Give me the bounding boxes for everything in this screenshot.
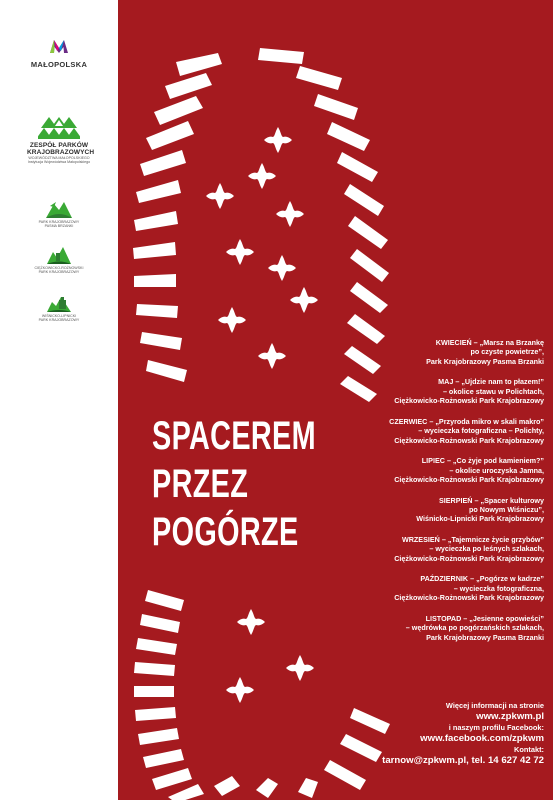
event-line: po czyste powietrze”, [470,347,544,357]
malopolska-label: MAŁOPOLSKA [30,60,88,69]
event-line: – okolice uroczyska Jamna, [449,465,544,475]
sidebar-logos [0,0,118,800]
park3-line1: WIŚNICKO-LIPNICKI [41,314,77,318]
zpk-title: ZESPÓŁ PARKÓW KRAJOBRAZOWYCH [27,142,95,156]
event-line: Wiśnicko-Lipnicki Park Krajobrazowy [416,514,544,524]
event-november [344,614,544,642]
event-line: Ciężkowicko-Rożnowski Park Krajobrazowy [394,475,544,485]
park1-line1: PARK KRAJOBRAZOWY [38,220,80,224]
park3-line2: PARK KRAJOBRAZOWY [38,318,80,323]
event-line: – wycieczka fotograficzna, [453,583,544,593]
more-info-label: Więcej informacji na stronie [445,701,544,710]
event-september [344,535,544,563]
event-line: Ciężkowicko-Rożnowski Park Krajobrazowy [394,435,544,445]
headline-line: SPACEREM [152,414,316,458]
event-line: Ciężkowicko-Rożnowski Park Krajobrazowy [394,553,544,563]
event-april [344,338,544,366]
headline-line: PRZEZ [152,462,249,506]
event-october [344,574,544,602]
event-line: Ciężkowicko-Rożnowski Park Krajobrazowy [394,593,544,603]
contact-info [324,701,544,767]
malopolska-logo-icon [49,38,69,54]
event-june [344,417,544,445]
event-july [344,456,544,484]
event-line: PAŹDZIERNIK – „Pogórze w kadrze” [420,574,544,584]
park2-line2: PARK KRAJOBRAZOWY [38,270,80,275]
event-may [344,377,544,405]
park-brzanka-icon [44,198,74,220]
event-line: LISTOPAD – „Jesienne opowieści” [425,613,544,623]
facebook-link[interactable]: www.facebook.com/zpkwm [420,732,544,744]
website-link[interactable]: www.zpkwm.pl [476,710,544,722]
zpk-sub-1: WOJEWÓDZTWA MAŁOPOLSKIEGO [28,156,90,160]
headline-line: POGÓRZE [152,510,299,554]
event-line: po Nowym Wiśniczu”, [468,505,544,515]
park-ciezkowice-logo [0,244,118,275]
event-line: MAJ – „Ujdzie nam to płazem!” [438,377,544,387]
park2-line1: CIĘŻKOWICKO-ROŻNOWSKI [34,266,84,270]
event-schedule [344,338,544,653]
facebook-label: i naszym profilu Facebook: [448,723,544,732]
event-august [344,496,544,524]
event-line: – wycieczka fotograficzna – Polichty, [418,426,544,436]
zpk-triangles-icon [38,116,80,140]
park-wisnicz-logo [0,292,118,323]
malopolska-logo [0,38,118,72]
park1-line2: PASMA BRZANKI [44,224,74,229]
zpk-logo [0,116,118,165]
event-line: LIPIEC – „Co żyje pod kamieniem?” [421,456,544,466]
park-wisnicz-icon [44,292,74,314]
event-line: Ciężkowicko-Rożnowski Park Krajobrazowy [394,396,544,406]
contact-details[interactable]: tarnow@zpkwm.pl, tel. 14 627 42 72 [382,754,544,766]
event-line: – okolice stawu w Polichtach, [442,386,544,396]
event-line: – wycieczka po leśnych szlakach, [429,544,544,554]
event-line: SIERPIEŃ – „Spacer kulturowy [438,495,544,505]
event-line: KWIECIEŃ – „Marsz na Brzankę [435,338,544,347]
event-line: – wędrówka po pogórzańskich szlakach, [405,623,544,633]
zpk-sub-2: Instytucja Województwa Małopolskiego [27,160,91,165]
event-line: CZERWIEC – „Przyroda mikro w skali makro” [389,416,544,426]
contact-label: Kontakt: [514,745,544,754]
park-ciezkowice-icon [44,244,74,266]
event-line: WRZESIEŃ – „Tajemnicze życie grzybów” [401,535,544,545]
park-brzanka-logo [0,198,118,229]
event-line: Park Krajobrazowy Pasma Brzanki [426,632,544,642]
event-line: Park Krajobrazowy Pasma Brzanki [426,356,544,366]
